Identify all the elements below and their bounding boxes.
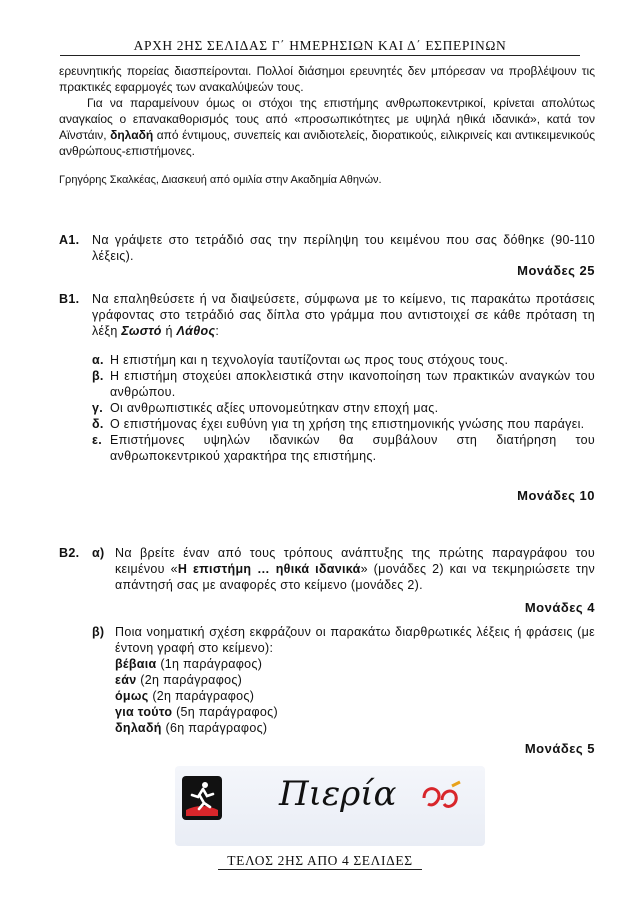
statement-item [92, 432, 595, 464]
question-text-part: Να επαληθεύσετε ή να διαψεύσετε, σύμφωνα με το κείμενο, τις παρακάτω προτάσεις γράφοντας στο τετράδιό σας δίπλα στο γράμμα που αντιστοιχεί σε κάθε πρόταση τη λέξη [92, 292, 595, 338]
page-header: ΑΡΧΗ 2ΗΣ ΣΕΛΙΔΑΣ Γ΄ ΗΜΕΡΗΣΙΩΝ ΚΑΙ Δ΄ ΕΣΠΕΡΙΝΩΝ [133, 38, 507, 53]
word-true: Σωστό [121, 324, 162, 338]
statement-label: β. [92, 369, 104, 383]
statement-label: α. [92, 353, 104, 367]
sub-question-label: α) [92, 546, 105, 560]
question-number: Β2. [59, 546, 80, 560]
paragraph-ref: (2η παράγραφος) [136, 673, 243, 687]
intro-p2-text: Για να παραμείνουν όμως οι στόχοι της επιστήμης ανθρωποκεντρικοί, κρίνεται απολύτως αναγκαίος ο επανακαθορισμός τους από «προσωπικότητες με υψηλά ηθικά ιδανικά», κατά τον Αϊνστάιν, [59, 96, 595, 142]
statement-text: Επιστήμονες υψηλών ιδανικών θα συμβάλουν στη διατήρηση του ανθρωποκεντρικού χαρακτήρα της επιστήμης. [110, 433, 595, 463]
sub-question-text: Ποια νοηματική σχέση εκφράζουν οι παρακάτω διαρθρωτικές λέξεις ή φράσεις (με έντονη γραφή στο κείμενο): [115, 625, 595, 655]
intro-p2-text-end: από έντιμους, συνεπείς και ανιδιοτελείς, διορατικούς, ειλικρινείς και αντικειμενικούς ανθρώπους-επιστήμονες. [59, 128, 596, 158]
runner-logo-icon [182, 776, 222, 820]
connective-item [115, 656, 595, 672]
brand-wordmark: Πιερία [279, 774, 397, 814]
statement-item [92, 368, 595, 400]
paragraph-ref: (6η παράγραφος) [161, 721, 268, 735]
connective-list [115, 656, 595, 736]
question-b2-b [92, 624, 595, 736]
paragraph-ref: (5η παράγραφος) [172, 705, 278, 719]
connective-word: δηλαδή [115, 721, 162, 735]
statement-label: ε. [92, 433, 103, 447]
statement-label: γ. [92, 401, 104, 415]
connective-word: εάν [115, 673, 137, 687]
question-b2-a [92, 545, 595, 593]
b1-statements [92, 352, 595, 464]
marks-a1: Μονάδες 25 [517, 263, 595, 278]
word-false: Λάθος [176, 324, 216, 338]
statement-label: δ. [92, 417, 104, 431]
connective-item [115, 704, 595, 720]
marks-b2-b: Μονάδες 5 [524, 741, 595, 756]
connective-word: όμως [115, 689, 149, 703]
question-text: Να γράψετε στο τετράδιό σας την περίληψη του κειμένου που σας δόθηκε (90-110 λέξεις). [92, 233, 595, 263]
statement-text: Οι ανθρωπιστικές αξίες υπονομεύτηκαν στην εποχή μας. [110, 401, 439, 415]
intro-paragraph-1: ερευνητικής πορείας διασπείρονται. Πολλοί διάσημοι ερευνητές δεν μπόρεσαν να προβλέψουν τις πρακτικές εφαρμογές των ανακαλύψεών τους. [59, 64, 595, 94]
connective-item [115, 688, 595, 704]
page-footer: ΤΕΛΟΣ 2ΗΣ ΑΠΟ 4 ΣΕΛΙΔΕΣ [227, 853, 413, 868]
connective-word: για τούτο [115, 705, 173, 719]
question-a1 [59, 232, 595, 266]
connective-word: βέβαια [115, 657, 157, 671]
intro-paragraph-2 [59, 95, 595, 159]
marks-b2-a: Μονάδες 4 [524, 600, 595, 615]
statement-text: Ο επιστήμονας έχει ευθύνη για τη χρήση της επιστημονικής γνώσης που παράγει. [110, 417, 585, 431]
statement-item [92, 416, 595, 432]
connective-item [115, 672, 595, 688]
intro-text [59, 63, 595, 159]
source-citation: Γρηγόρης Σκαλκέας, Διασκευή από ομιλία στην Ακαδημία Αθηνών. [59, 174, 382, 186]
question-text [92, 291, 595, 339]
swirl-logo-icon [416, 778, 466, 818]
footer-rule [218, 869, 422, 870]
question-b1 [59, 291, 595, 341]
statement-text: Η επιστήμη και η τεχνολογία ταυτίζονται ως προς τους στόχους τους. [110, 353, 509, 367]
sub-question-text [115, 545, 595, 593]
question-text-or: ή [161, 324, 177, 338]
question-number: Α1. [59, 233, 80, 247]
statement-text: Η επιστήμη στοχεύει αποκλειστικά στην ικανοποίηση των πρακτικών αναγκών του ανθρώπου. [110, 369, 595, 399]
question-text-colon: : [215, 324, 220, 338]
statement-item [92, 400, 595, 416]
sub-question-text-part: Να βρείτε έναν από τους τρόπους ανάπτυξης της πρώτης παραγράφου του κειμένου « [115, 546, 595, 576]
sub-question-text-end: » (μονάδες 2) και να τεκμηριώσετε την απάντησή σας με αναφορές στο κείμενο (μονάδες 2). [115, 562, 596, 592]
statement-item [92, 352, 595, 368]
header-rule [60, 55, 580, 56]
paragraph-ref: (2η παράγραφος) [148, 689, 255, 703]
question-number: Β1. [59, 292, 80, 306]
marks-b1: Μονάδες 10 [517, 488, 595, 503]
paragraph-ref: (1η παράγραφος) [156, 657, 263, 671]
intro-p2-bold: δηλαδή [110, 128, 154, 142]
sub-question-label: β) [92, 625, 105, 639]
connective-item [115, 720, 595, 736]
quoted-phrase: Η επιστήμη … ηθικά ιδανικά [177, 562, 361, 576]
